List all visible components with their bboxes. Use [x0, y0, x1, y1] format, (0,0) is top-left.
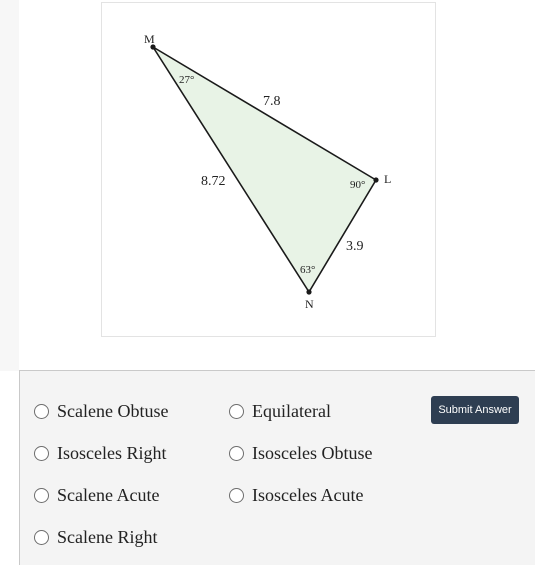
option-label: Scalene Acute	[57, 484, 160, 505]
option-scalene-obtuse[interactable]	[34, 396, 168, 426]
radio-isosceles-obtuse[interactable]	[229, 446, 244, 461]
triangle-figure	[101, 2, 436, 337]
answer-choices-panel	[19, 370, 535, 565]
triangle-diagram	[102, 3, 437, 338]
radio-scalene-right[interactable]	[34, 530, 49, 545]
left-margin-strip	[0, 0, 19, 371]
vertex-label-n: N	[305, 297, 314, 311]
angle-label-n: 63°	[300, 264, 316, 276]
radio-scalene-obtuse[interactable]	[34, 404, 49, 419]
angle-label-l: 90°	[350, 179, 366, 191]
option-scalene-acute[interactable]	[34, 480, 159, 510]
option-scalene-right[interactable]	[34, 522, 157, 552]
side-label-mn: 8.72	[201, 174, 226, 189]
radio-isosceles-right[interactable]	[34, 446, 49, 461]
option-label: Isosceles Right	[57, 442, 167, 463]
option-equilateral[interactable]	[229, 396, 331, 426]
vertex-label-l: L	[384, 172, 392, 186]
angle-label-m: 27°	[179, 74, 195, 86]
radio-equilateral[interactable]	[229, 404, 244, 419]
option-label: Scalene Right	[57, 526, 158, 547]
radio-isosceles-acute[interactable]	[229, 488, 244, 503]
option-label: Isosceles Acute	[252, 484, 364, 505]
side-label-ml: 7.8	[263, 94, 281, 109]
submit-answer-button[interactable]: Submit Answer	[431, 396, 519, 424]
option-label: Isosceles Obtuse	[252, 442, 373, 463]
option-isosceles-acute[interactable]	[229, 480, 363, 510]
radio-scalene-acute[interactable]	[34, 488, 49, 503]
vertex-label-m: M	[144, 32, 155, 46]
option-label: Equilateral	[252, 400, 331, 421]
option-isosceles-right[interactable]	[34, 438, 167, 468]
option-label: Scalene Obtuse	[57, 400, 169, 421]
option-isosceles-obtuse[interactable]	[229, 438, 372, 468]
vertex-n-dot	[306, 289, 311, 294]
side-label-ln: 3.9	[346, 239, 364, 254]
vertex-l-dot	[373, 177, 378, 182]
